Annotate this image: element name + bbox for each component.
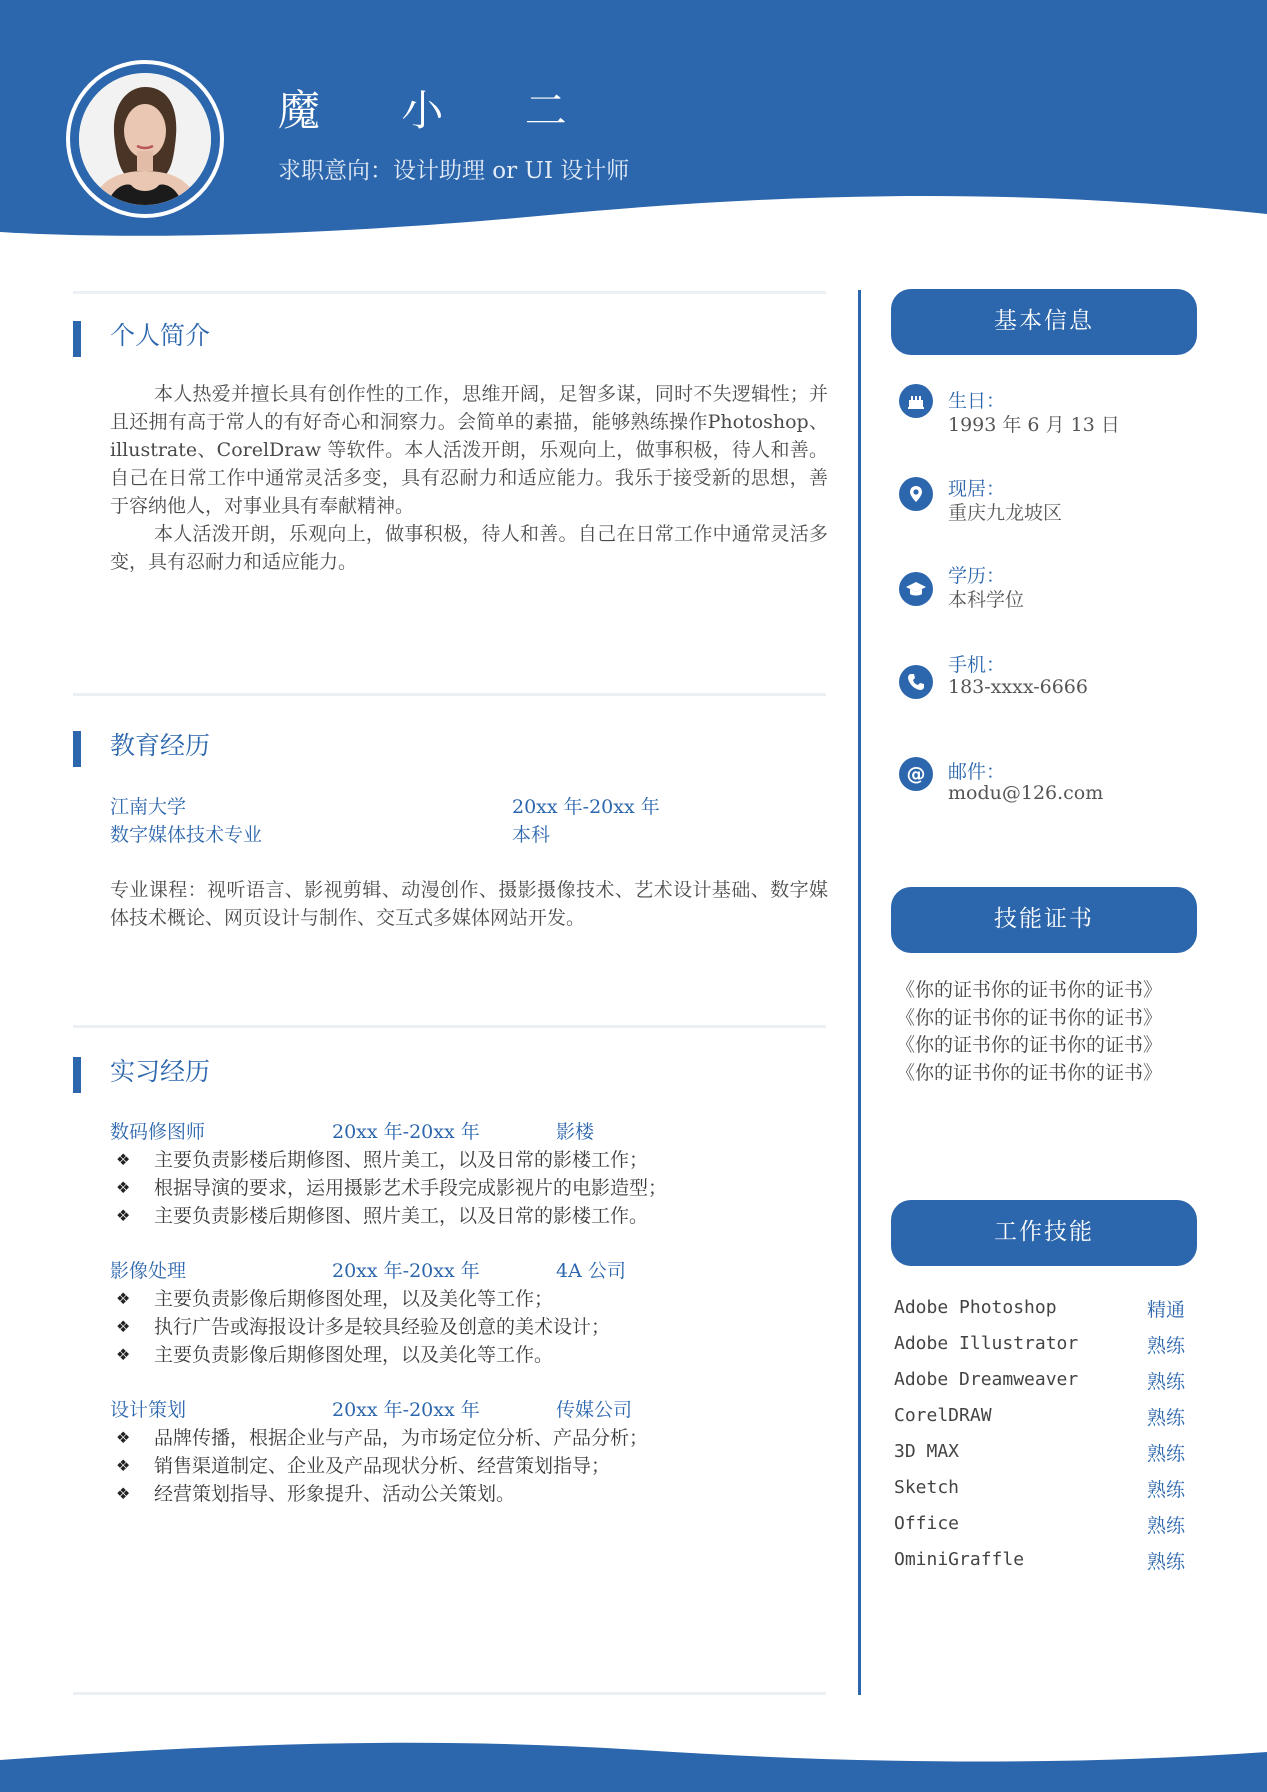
phone-icon bbox=[899, 665, 933, 699]
job-period: 20xx 年-20xx 年 bbox=[332, 1399, 480, 1421]
portrait-image bbox=[79, 73, 211, 205]
skill-name: Office bbox=[894, 1513, 960, 1534]
internship-title: 实习经历 bbox=[110, 1057, 211, 1086]
skill-name: CorelDRAW bbox=[894, 1405, 992, 1426]
divider bbox=[73, 693, 826, 696]
skill-name: Adobe Photoshop bbox=[894, 1297, 1057, 1318]
job-entry bbox=[110, 1396, 830, 1508]
diamond-bullet-icon: ❖ bbox=[116, 1206, 131, 1225]
phone-value: 183-xxxx-6666 bbox=[948, 676, 1088, 698]
job-role: 数码修图师 bbox=[110, 1121, 206, 1143]
diamond-bullet-icon: ❖ bbox=[116, 1178, 131, 1197]
skill-name: Sketch bbox=[894, 1477, 960, 1498]
list-item: 《你的证书你的证书你的证书》 bbox=[896, 1034, 1163, 1056]
major: 数字媒体技术专业 bbox=[110, 824, 263, 846]
profile-paragraph: 本人活泼开朗，乐观向上，做事积极，待人和善。自己在日常工作中通常灵活多变，具有忍耐力和适应能力。 bbox=[110, 523, 828, 573]
job-role: 影像处理 bbox=[110, 1260, 187, 1282]
job-bullets bbox=[110, 1424, 830, 1508]
list-item: 《你的证书你的证书你的证书》 bbox=[896, 1006, 1163, 1029]
phone-label: 手机： bbox=[948, 654, 1006, 676]
list-item: ❖ 主要负责影像后期修图处理，以及美化等工作； bbox=[110, 1285, 830, 1313]
job-period: 20xx 年-20xx 年 bbox=[332, 1260, 480, 1282]
list-item: 《你的证书你的证书你的证书》 bbox=[896, 1061, 1163, 1084]
skill-row bbox=[894, 1473, 1194, 1509]
candidate-name: 魔 小 二 bbox=[278, 86, 601, 135]
basic-info-header: 基本信息 bbox=[891, 289, 1197, 355]
list-item: 《你的证书你的证书你的证书》 bbox=[896, 979, 1163, 1001]
job-company: 4A 公司 bbox=[556, 1260, 626, 1282]
skill-name: Adobe Illustrator bbox=[894, 1333, 1079, 1354]
education-value: 本科学位 bbox=[948, 589, 1025, 611]
certificates-header: 技能证书 bbox=[891, 887, 1197, 953]
diamond-bullet-icon: ❖ bbox=[116, 1289, 131, 1308]
skill-row bbox=[894, 1329, 1194, 1365]
birthday-value: 1993 年 6 月 13 日 bbox=[948, 414, 1120, 436]
section-marker bbox=[73, 1057, 81, 1093]
job-bullets bbox=[110, 1285, 830, 1369]
skills-list bbox=[894, 1293, 1194, 1581]
list-item: ❖ 主要负责影像后期修图处理，以及美化等工作。 bbox=[110, 1341, 830, 1369]
job-role: 设计策划 bbox=[110, 1399, 187, 1421]
education-label: 学历： bbox=[948, 565, 1006, 587]
skill-name: 3D MAX bbox=[894, 1441, 960, 1462]
divider bbox=[73, 1025, 826, 1028]
skill-level: 精通 bbox=[1147, 1299, 1186, 1321]
email-label: 邮件： bbox=[948, 761, 1006, 783]
email-icon: @ bbox=[899, 757, 933, 791]
section-marker bbox=[73, 321, 81, 357]
school-name: 江南大学 bbox=[110, 796, 187, 818]
certificate-list bbox=[896, 977, 1162, 1087]
divider bbox=[73, 291, 826, 294]
diamond-bullet-icon: ❖ bbox=[116, 1150, 131, 1169]
courses: 专业课程：视听语言、影视剪辑、动漫创作、摄影摄像技术、艺术设计基础、数字媒体技术概论、网页设计与制作、交互式多媒体网站开发。 bbox=[110, 879, 828, 929]
list-item: ❖ 销售渠道制定、企业及产品现状分析、经营策划指导； bbox=[110, 1452, 830, 1480]
skill-level: 熟练 bbox=[1147, 1515, 1186, 1537]
skill-name: Adobe Dreamweaver bbox=[894, 1369, 1079, 1390]
profile-title: 个人简介 bbox=[110, 321, 211, 350]
residence-label: 现居： bbox=[948, 478, 1006, 500]
avatar bbox=[79, 73, 211, 205]
list-item: ❖ 执行广告或海报设计多是较具经验及创意的美术设计； bbox=[110, 1313, 830, 1341]
job-intent: 求职意向：设计助理 or UI 设计师 bbox=[278, 158, 630, 184]
cake-icon bbox=[899, 384, 933, 418]
section-marker bbox=[73, 731, 81, 767]
skill-row bbox=[894, 1545, 1194, 1581]
job-company: 传媒公司 bbox=[556, 1399, 633, 1421]
list-item: ❖ 品牌传播，根据企业与产品，为市场定位分析、产品分析； bbox=[110, 1424, 830, 1452]
job-bullets bbox=[110, 1146, 830, 1230]
skill-level: 熟练 bbox=[1147, 1479, 1186, 1501]
profile-paragraph: 本人热爱并擅长具有创作性的工作，思维开阔，足智多谋，同时不失逻辑性；并且还拥有高于常人的有好奇心和洞察力。会简单的素描，能够熟练操作Photoshop、illustrate、CorelDraw 等软件。本人活泼开朗，乐观向上，做事积极，待人和善。自己在日常工作中通常灵活多变，具有忍耐力和适应能力。我乐于接受新的思想，善于容纳他人，对事业具有奉献精神。 bbox=[110, 383, 828, 517]
diamond-bullet-icon: ❖ bbox=[116, 1428, 131, 1447]
skill-row bbox=[894, 1293, 1194, 1329]
skill-level: 熟练 bbox=[1147, 1335, 1186, 1357]
list-item: ❖ 主要负责影楼后期修图、照片美工，以及日常的影楼工作； bbox=[110, 1146, 830, 1174]
job-company: 影楼 bbox=[556, 1121, 595, 1143]
diamond-bullet-icon: ❖ bbox=[116, 1345, 131, 1364]
list-item: ❖ 主要负责影楼后期修图、照片美工，以及日常的影楼工作。 bbox=[110, 1202, 830, 1230]
location-icon bbox=[899, 477, 933, 511]
skill-row bbox=[894, 1365, 1194, 1401]
graduation-cap-icon bbox=[899, 572, 933, 606]
skill-row bbox=[894, 1437, 1194, 1473]
skill-row bbox=[894, 1509, 1194, 1545]
list-item: ❖ 经营策划指导、形象提升、活动公关策划。 bbox=[110, 1480, 830, 1508]
list-item: ❖ 根据导演的要求，运用摄影艺术手段完成影视片的电影造型； bbox=[110, 1174, 830, 1202]
diamond-bullet-icon: ❖ bbox=[116, 1484, 131, 1503]
job-entry bbox=[110, 1257, 830, 1369]
diamond-bullet-icon: ❖ bbox=[116, 1317, 131, 1336]
footer-banner bbox=[0, 1692, 1267, 1792]
birthday-label: 生日： bbox=[948, 390, 1006, 412]
job-period: 20xx 年-20xx 年 bbox=[332, 1121, 480, 1143]
degree: 本科 bbox=[512, 824, 551, 846]
skill-level: 熟练 bbox=[1147, 1551, 1186, 1573]
skill-name: OminiGraffle bbox=[894, 1549, 1025, 1570]
education-period: 20xx 年-20xx 年 bbox=[512, 796, 660, 818]
profile-body bbox=[110, 380, 828, 576]
skill-level: 熟练 bbox=[1147, 1407, 1186, 1429]
diamond-bullet-icon: ❖ bbox=[116, 1456, 131, 1475]
residence-value: 重庆九龙坡区 bbox=[948, 502, 1063, 524]
job-entry bbox=[110, 1118, 830, 1230]
skill-level: 熟练 bbox=[1147, 1371, 1186, 1393]
education-title: 教育经历 bbox=[110, 731, 211, 760]
skill-level: 熟练 bbox=[1147, 1443, 1186, 1465]
column-separator bbox=[858, 290, 861, 1695]
skill-row bbox=[894, 1401, 1194, 1437]
skills-header: 工作技能 bbox=[891, 1200, 1197, 1266]
email-value: modu@126.com bbox=[948, 782, 1104, 804]
